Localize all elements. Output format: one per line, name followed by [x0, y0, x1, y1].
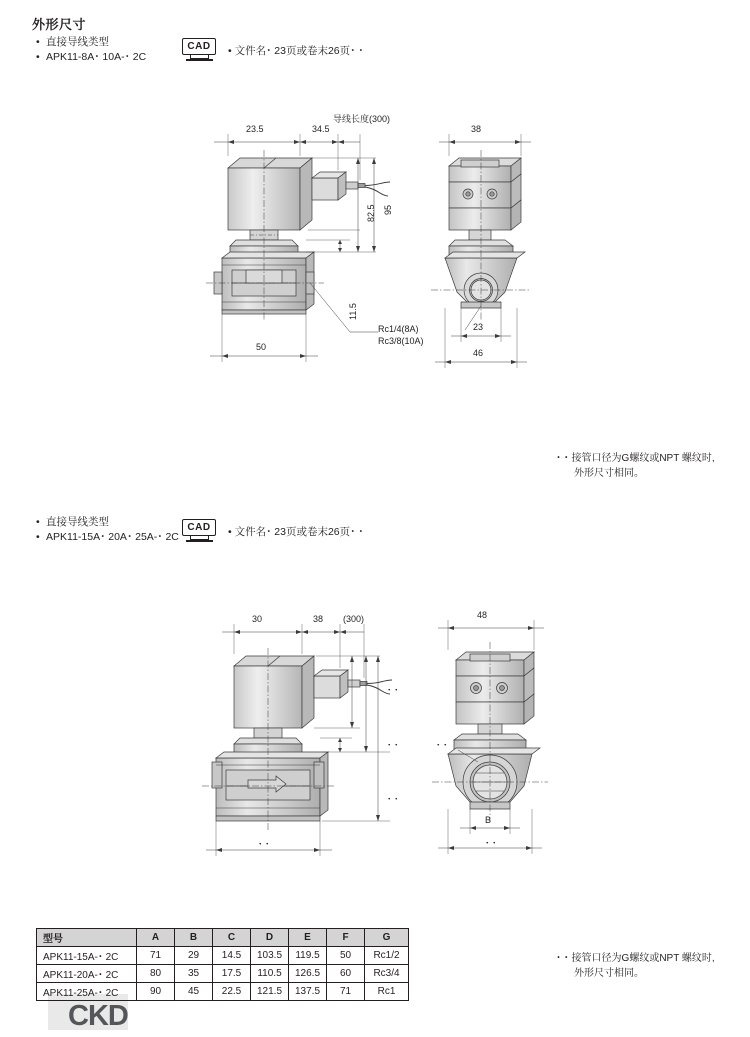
note-piping-thread-2: ･ ･ 接管口径为G螺纹或NPT 螺纹时, 外形尺寸相同。	[556, 953, 715, 979]
table-row	[37, 947, 409, 965]
dim-38: 38	[471, 124, 482, 134]
cell-c: 17.5	[213, 965, 251, 983]
port-rc-10a: Rc3/8(10A)	[378, 336, 424, 346]
cell-g: Rc1/2	[365, 947, 409, 965]
cell-a: 80	[137, 965, 175, 983]
dim-48: 48	[477, 610, 488, 620]
cell-c: 22.5	[213, 983, 251, 1001]
cell-d: 103.5	[251, 947, 289, 965]
table-header-row	[37, 929, 409, 947]
bullet-dot-icon: •	[36, 531, 40, 543]
table-col-g: G	[365, 929, 409, 947]
cell-g: Rc3/4	[365, 965, 409, 983]
cad-icon[interactable]	[182, 38, 234, 62]
cell-model: APK11-15A-･ 2C	[37, 947, 137, 965]
cell-e: 137.5	[289, 983, 327, 1001]
table-col-c: C	[213, 929, 251, 947]
bullet-dot-icon: •	[36, 36, 40, 48]
cad-note-2: • 文件名･ 23页或卷末26页･ ･	[228, 526, 364, 538]
dim-46: 46	[473, 348, 484, 358]
drawing-apk11-15a-20a-25a	[200, 610, 620, 890]
cell-g: Rc1	[365, 983, 409, 1001]
table-col-f: F	[327, 929, 365, 947]
table-col-model: 型号	[37, 929, 137, 947]
dim-23-5: 23.5	[246, 124, 264, 134]
dim-30: 30	[252, 614, 263, 624]
cad-icon[interactable]	[182, 519, 234, 543]
cell-model: APK11-25A-･ 2C	[37, 983, 137, 1001]
header-bullet-line-2: • APK11-8A･ 10A-･ 2C	[36, 51, 147, 63]
section2-bullet-line-1: • 直接导线类型	[36, 516, 109, 528]
cell-a: 90	[137, 983, 175, 1001]
cell-b: 45	[175, 983, 213, 1001]
table-col-a: A	[137, 929, 175, 947]
cell-a: 71	[137, 947, 175, 965]
cad-note-1: • 文件名･ 23页或卷末26页･ ･	[228, 45, 364, 57]
cad-badge-label: CAD	[182, 38, 216, 55]
bullet-dot-icon: •	[36, 51, 40, 63]
section2-bullet-line-2: • APK11-15A･ 20A･ 25A-･ 2C	[36, 531, 179, 543]
dim-mark-a: ･ ･	[387, 685, 399, 695]
cell-f: 71	[327, 983, 365, 1001]
cell-b: 35	[175, 965, 213, 983]
dim-38: 38	[313, 614, 324, 624]
dim-11-5: 11.5	[348, 303, 358, 320]
header-bullet-line-1: • 直接导线类型	[36, 36, 109, 48]
table-row	[37, 983, 409, 1001]
company-logo: CKD	[68, 1000, 128, 1032]
dim-34-5: 34.5	[312, 124, 330, 134]
page-title: 外形尺寸	[32, 17, 87, 32]
cell-e: 119.5	[289, 947, 327, 965]
dim-95: 95	[383, 204, 393, 215]
drawing-apk11-8a-10a	[200, 114, 620, 420]
cell-f: 50	[327, 947, 365, 965]
dim-mark-c: ･ ･	[387, 794, 399, 804]
dim-mark-b: ･ ･	[387, 740, 399, 750]
dim-b-label: B	[485, 815, 492, 825]
cell-e: 126.5	[289, 965, 327, 983]
port-rc-8a: Rc1/4(8A)	[378, 324, 419, 334]
table-col-b: B	[175, 929, 213, 947]
cell-d: 121.5	[251, 983, 289, 1001]
dim-mark-d: ･ ･	[258, 839, 270, 849]
dimension-table	[36, 928, 409, 1001]
table-col-e: E	[289, 929, 327, 947]
cad-monitor-base-icon	[186, 59, 213, 61]
dim-300: (300)	[343, 614, 365, 624]
cell-d: 110.5	[251, 965, 289, 983]
dim-23: 23	[473, 322, 484, 332]
cad-badge-label: CAD	[182, 519, 216, 536]
cell-c: 14.5	[213, 947, 251, 965]
cad-monitor-base-icon	[186, 540, 213, 542]
dim-82-5: 82.5	[366, 204, 376, 222]
dim-mark-f: ･ ･	[485, 838, 497, 848]
dim-50: 50	[256, 342, 267, 352]
cell-f: 60	[327, 965, 365, 983]
note-piping-thread-1: ･ ･ 接管口径为G螺纹或NPT 螺纹时, 外形尺寸相同。	[556, 453, 715, 479]
bullet-dot-icon: •	[36, 516, 40, 528]
dim-mark-e: ･ ･	[436, 740, 448, 750]
cell-model: APK11-20A-･ 2C	[37, 965, 137, 983]
dim-lead-length: 导线长度(300)	[333, 114, 391, 124]
cell-b: 29	[175, 947, 213, 965]
table-col-d: D	[251, 929, 289, 947]
table-row	[37, 965, 409, 983]
